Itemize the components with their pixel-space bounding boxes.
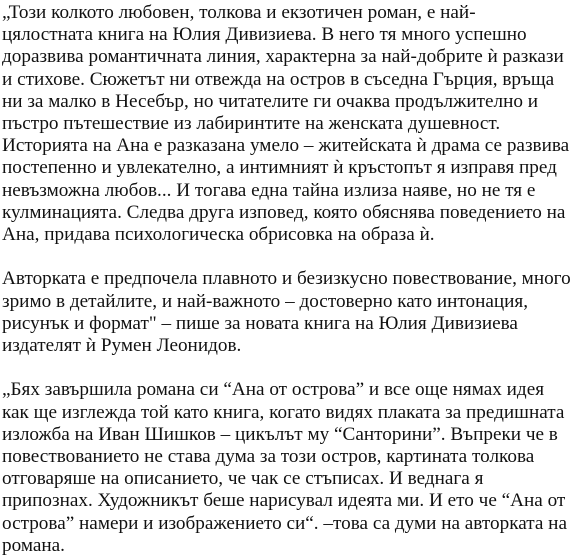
text-line: изложба на Иван Шишков – цикълът му “Санторини”. Въпреки че в: [2, 423, 558, 445]
text-line: постепенно и увлекателно, а интимният ѝ кръстопът я изправя пред: [2, 157, 557, 179]
text-line: Авторката е предпочела плавното и безизкусно повествование, много: [2, 268, 571, 290]
text-line: доразвива романтичната линия, характерна за най-добрите ѝ разкази: [2, 46, 564, 68]
text-line: острова” намери и изображението си“. –това са думи на авторката на: [2, 512, 567, 534]
paragraph-review-quote: [2, 2, 578, 246]
paragraph-spacer: [2, 246, 578, 268]
text-line: повествованието не става дума за този остров, картината толкова: [2, 446, 535, 468]
text-line: припознах. Художникът беше нарисувал идеята ми. И ето че “Ана от: [2, 490, 566, 512]
text-line: Ана, придава психологическа обрисовка на образа ѝ.: [2, 224, 435, 246]
text-line: „Този колкото любовен, толкова и екзотичен роман, е най-: [2, 2, 476, 23]
text-line: отговаряше на описанието, че чак се стъписах. И веднага я: [2, 468, 484, 490]
text-line: ни за малко в Несебър, но читателите ги очаква продължително и: [2, 90, 538, 112]
text-line: цялостната книга на Юлия Дивизиева. В него тя много успешно: [2, 24, 527, 46]
paragraph-spacer: [2, 357, 578, 379]
paragraph-publisher-attribution: [2, 268, 578, 357]
text-line: невъзможна любов... И тогава една тайна излиза наяве, но не тя е: [2, 179, 536, 201]
text-line: пъстро пътешествие из лабиринтите на женската душевност.: [2, 113, 501, 135]
text-line: романа.: [2, 534, 65, 556]
text-line: издателят ѝ Румен Леонидов.: [2, 335, 242, 357]
text-line: рисунък и формат" – пише за новата книга на Юлия Дивизиева: [2, 312, 518, 334]
paragraph-author-quote: [2, 379, 578, 557]
text-line: кулминацията. Следва друга изповед, която обяснява поведението на: [2, 201, 566, 223]
text-line: и стихове. Сюжетът ни отвежда на остров в съседна Гърция, връща: [2, 68, 555, 90]
text-line: зримо в детайлите, и най-важното – достоверно като интонация,: [2, 290, 529, 312]
text-line: как ще изглежда той като книга, когато видях плаката за предишната: [2, 401, 565, 423]
text-line: „Бях завършила романа си “Ана от острова” и все още нямах идея: [2, 379, 545, 401]
text-line: Историята на Ана е разказана умело – житейската ѝ драма се развива: [2, 135, 570, 157]
